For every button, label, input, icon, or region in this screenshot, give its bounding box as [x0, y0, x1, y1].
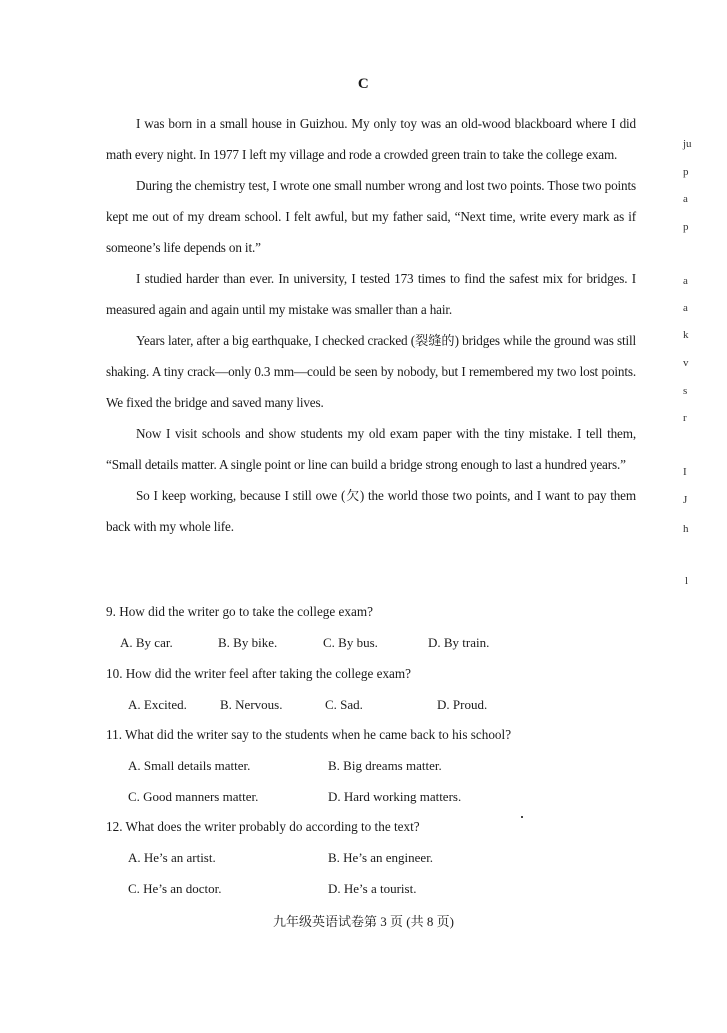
option-a: A. He’s an artist. — [128, 850, 216, 865]
margin-fragment: l — [685, 575, 689, 587]
passage-paragraph: Years later, after a big earthquake, I checked cracked (裂缝的) bridges while the ground was still shaking. A tiny crack—only 0.3 mm—could be seen by nobody, but I remembered my two lost points. We fixed the bridge and saved many lives. — [106, 333, 636, 410]
margin-fragment: h — [683, 523, 689, 535]
question-stem: 10. How did the writer feel after taking the college exam? — [106, 666, 412, 681]
option-d: D. Hard working matters. — [328, 789, 462, 804]
question-10 — [106, 658, 646, 720]
margin-fragment: a — [683, 275, 688, 287]
margin-fragment: r — [683, 412, 687, 424]
margin-fragment: a — [683, 193, 688, 205]
option-c: C. By bus. — [323, 635, 378, 650]
passage-paragraph: I studied harder than ever. In university, I tested 173 times to find the safest mix for bridges. I measured again and again until my mistake was smaller than a hair. — [106, 271, 636, 317]
stray-mark — [521, 816, 523, 818]
passage-paragraph: During the chemistry test, I wrote one small number wrong and lost two points. Those two points kept me out of my dream school. I felt awful, but my father said, “Next time, write every mark as if someone’s life depends on it.” — [106, 178, 636, 255]
option-d: D. He’s a tourist. — [328, 881, 417, 896]
margin-fragment: p — [683, 166, 689, 178]
margin-fragment: p — [683, 221, 689, 233]
option-a: A. Excited. — [128, 697, 187, 712]
passage-paragraph: Now I visit schools and show students my old exam paper with the tiny mistake. I tell them, “Small details matter. A single point or line can build a bridge strong enough to last a hundred years.” — [106, 426, 636, 472]
margin-fragment: J — [683, 494, 688, 506]
question-options — [106, 689, 646, 720]
option-c: C. Good manners matter. — [128, 789, 259, 804]
margin-fragment: I — [683, 466, 687, 478]
passage-paragraph: I was born in a small house in Guizhou. My only toy was an old-wood blackboard where I did math every night. In 1977 I left my village and rode a crowded green train to take the college exam. — [106, 116, 636, 162]
section-title: C — [357, 76, 370, 92]
reading-passage — [106, 108, 636, 542]
question-9 — [106, 596, 646, 658]
option-d: D. By train. — [428, 635, 490, 650]
option-c: C. He’s an doctor. — [128, 881, 222, 896]
question-12 — [106, 811, 646, 904]
margin-fragment: ju — [683, 138, 692, 150]
option-b: B. Big dreams matter. — [328, 758, 442, 773]
option-c: C. Sad. — [325, 697, 363, 712]
question-options — [106, 781, 646, 812]
question-options — [106, 842, 646, 873]
option-a: A. Small details matter. — [128, 758, 251, 773]
option-d: D. Proud. — [437, 697, 488, 712]
margin-fragment: s — [683, 385, 688, 397]
question-options — [106, 873, 646, 904]
option-b: B. By bike. — [218, 635, 278, 650]
question-11 — [106, 719, 646, 812]
option-a: A. By car. — [120, 635, 173, 650]
option-b: B. He’s an engineer. — [328, 850, 434, 865]
question-options — [106, 627, 646, 658]
question-stem: 12. What does the writer probably do according to the text? — [106, 819, 420, 834]
passage-paragraph: So I keep working, because I still owe (欠) the world those two points, and I want to pay them back with my whole life. — [106, 488, 636, 534]
question-options — [106, 750, 646, 781]
margin-fragment: a — [683, 302, 688, 314]
margin-fragment: v — [683, 357, 689, 369]
adjacent-page-edge — [683, 0, 727, 1033]
question-stem: 9. How did the writer go to take the college exam? — [106, 604, 373, 619]
margin-fragment: k — [683, 329, 689, 341]
question-stem: 11. What did the writer say to the students when he came back to his school? — [106, 727, 512, 742]
page-footer: 九年级英语试卷第 3 页 (共 8 页) — [273, 914, 454, 929]
option-b: B. Nervous. — [220, 697, 283, 712]
